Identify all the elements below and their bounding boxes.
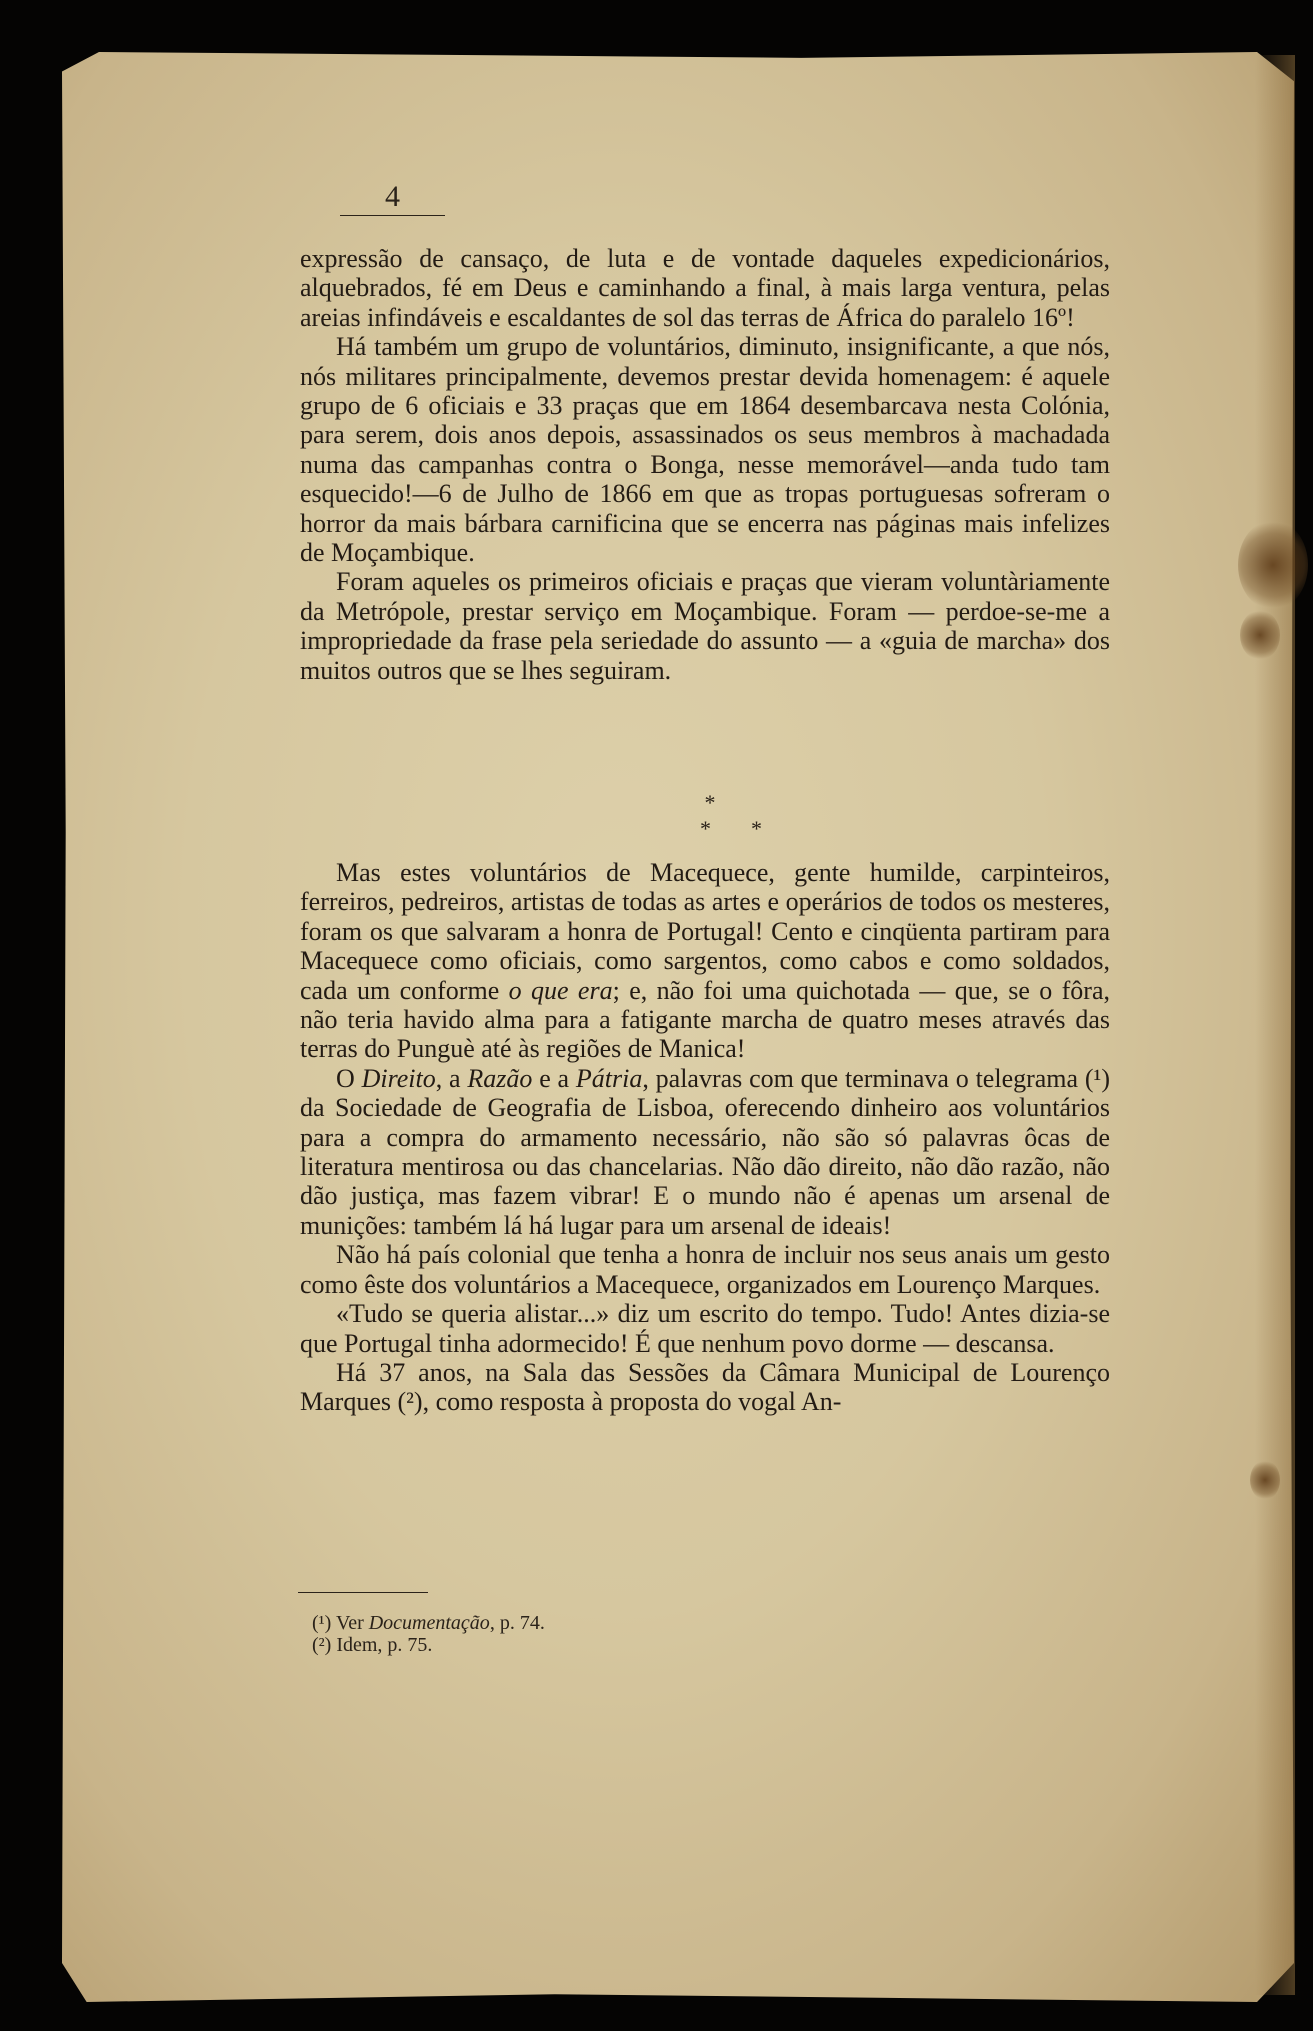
- footnotes: [312, 1612, 812, 1656]
- footnote-mark: (¹): [312, 1612, 332, 1634]
- ink-stain: [1240, 610, 1280, 660]
- footnote: [312, 1612, 812, 1634]
- text-run: , a: [435, 1063, 468, 1093]
- footnote-mark: (²): [312, 1634, 332, 1656]
- text-run: ; e, não foi uma quichotada — que, se o fôra, não teria havido alma para a fatigante marcha de quatro meses através das terras do Punguè até às regiões de Manica!: [300, 975, 1110, 1064]
- text-run: O: [336, 1063, 362, 1093]
- paragraph: expressão de cansaço, de luta e de vontade daqueles expedicionários, alquebrados, fé em Deus e caminhando a final, à mais larga ventura, pelas areias infindáveis e escaldantes de sol das terras de África do paralelo 16º!: [300, 244, 1110, 332]
- italic-run: Pátria: [575, 1063, 643, 1093]
- text-run: Mas estes voluntários de Macequece, gente humilde, carpinteiros, ferreiros, pedreiros, artistas de todas as artes e operários de todos os mesteres, foram os que salvaram a honra de Portugal! Cento e cinqüenta partiram para Macequece como oficiais, como sargentos, como cabos e como soldados, cada um conforme: [300, 858, 1110, 1005]
- page-edge-shadow: [1255, 55, 1295, 1995]
- text-run: , palavras com que terminava o telegrama (¹) da Sociedade de Geografia de Lisboa, oferecendo dinheiro aos voluntários para a compra do armamento necessário, não são só palavras ôcas de literatura mentirosa ou das chancelarias. Não dão direito, não dão razão, não dão justiça, mas fazem vibrar! E o mundo não é apenas um arsenal de munições: também lá há lugar para um arsenal de ideais!: [300, 1063, 1110, 1240]
- section-asterism: [660, 790, 802, 842]
- page-number: 4: [385, 180, 400, 213]
- paragraph: [300, 858, 1110, 1064]
- ink-stain: [1250, 1460, 1280, 1500]
- italic-run: Direito: [361, 1063, 436, 1093]
- paragraph: «Tudo se queria alistar...» diz um escrito do tempo. Tudo! Antes dizia-se que Portugal tinha adormecido! É que nenhum povo dorme — descansa.: [300, 1299, 1110, 1358]
- asterism-bottom: **: [700, 816, 802, 841]
- text-run: Ver: [331, 1612, 369, 1634]
- paragraph: Foram aqueles os primeiros oficiais e praças que vieram voluntàriamente da Metrópole, prestar serviço em Moçambique. Foram — perdoe-se-me a impropriedade da frase pela seriedade do assunto — a «guia de marcha» dos muitos outros que se lhes seguiram.: [300, 567, 1110, 685]
- footnote: [312, 1634, 812, 1656]
- asterism-top: *: [704, 790, 716, 815]
- page-number-rule: [340, 215, 445, 216]
- body-text-top: [300, 244, 1110, 685]
- footnote-rule: [298, 1592, 428, 1593]
- body-text-bottom: [300, 858, 1110, 1417]
- paragraph: Há 37 anos, na Sala das Sessões da Câmara Municipal de Lourenço Marques (²), como resposta à proposta do vogal An-: [300, 1357, 1110, 1417]
- text-run: , p. 74.: [489, 1612, 545, 1634]
- italic-run: Documentação: [368, 1612, 490, 1634]
- text-run: Idem, p. 75.: [331, 1634, 433, 1656]
- paragraph: Não há país colonial que tenha a honra de incluir nos seus anais um gesto como êste dos voluntários a Macequece, organizados em Lourenço Marques.: [300, 1240, 1110, 1299]
- text-run: e a: [532, 1063, 576, 1093]
- ink-stain: [1238, 520, 1308, 610]
- italic-run: o que era: [508, 975, 613, 1005]
- paragraph: [300, 1064, 1110, 1240]
- italic-run: Razão: [467, 1063, 533, 1093]
- paragraph: Há também um grupo de voluntários, diminuto, insignificante, a que nós, nós militares principalmente, devemos prestar devida homenagem: é aquele grupo de 6 oficiais e 33 praças que em 1864 desembarcava nesta Colónia, para serem, dois anos depois, assassinados os seus membros à machadada numa das campanhas contra o Bonga, nesse memorável—anda tudo tam esquecido!—6 de Julho de 1866 em que as tropas portuguesas sofreram o horror da mais bárbara carnificina que se encerra nas páginas mais infelizes de Moçambique.: [300, 332, 1110, 568]
